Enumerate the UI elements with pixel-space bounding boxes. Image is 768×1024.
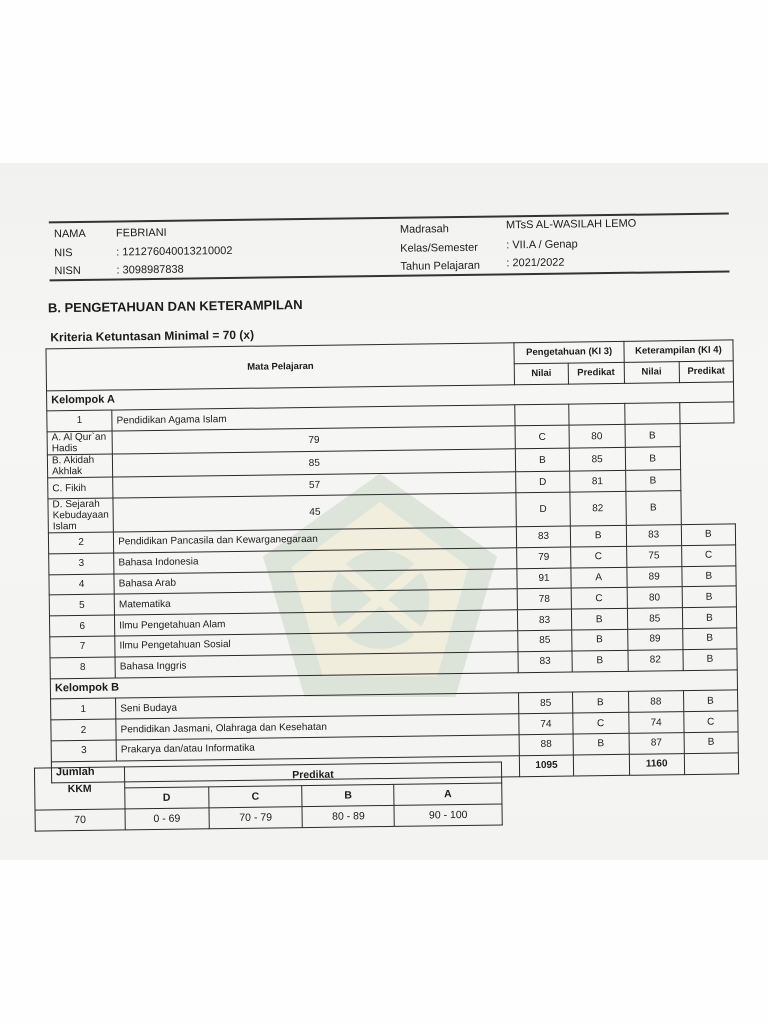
grade-d: D <box>125 787 209 809</box>
nama-value: FEBRIANI <box>115 226 167 240</box>
kkm-header: KKM <box>34 767 124 810</box>
subject-name: C. Fikih <box>48 477 113 499</box>
section-title: B. PENGETAHUAN DAN KETERAMPILAN <box>47 297 303 316</box>
pengetahuan-predikat: C <box>570 546 626 568</box>
row-number: 4 <box>49 574 114 596</box>
pengetahuan-predikat: D <box>516 471 569 492</box>
subject-name: Bahasa Indonesia <box>114 548 518 574</box>
keterampilan-predikat: B <box>682 586 737 608</box>
pengetahuan-nilai: 85 <box>519 692 572 713</box>
subject-name: D. Sejarah Kebudayaan Islam <box>48 498 114 533</box>
keterampilan-nilai: 85 <box>627 608 682 630</box>
pengetahuan-nilai: 74 <box>519 713 572 734</box>
pengetahuan-predikat: B <box>573 733 629 755</box>
keterampilan-predikat: B <box>683 649 738 671</box>
keterampilan-nilai: 83 <box>626 525 681 547</box>
pengetahuan-predikat: A <box>570 567 626 589</box>
keterampilan-predikat: B <box>626 491 681 526</box>
keterampilan-predikat: B <box>625 470 680 492</box>
kelas-label: Kelas/Semester <box>400 241 478 255</box>
range-b: 80 - 89 <box>302 805 394 827</box>
keterampilan-nilai: 89 <box>627 629 682 651</box>
pengetahuan-nilai: 88 <box>520 734 573 755</box>
row-number: 3 <box>51 740 116 762</box>
tahun-label: Tahun Pelajaran <box>400 259 481 273</box>
keterampilan-header: Keterampilan (KI 4) <box>624 340 734 362</box>
keterampilan-nilai: 82 <box>628 649 683 671</box>
pengetahuan-predikat: C <box>572 712 628 734</box>
kkm-predikat-header: Predikat <box>124 762 501 788</box>
pengetahuan-nilai: 91 <box>517 568 570 589</box>
agama-subject-rows <box>47 423 735 533</box>
nisn-label: NISN <box>54 264 81 278</box>
row-number: 8 <box>50 657 115 679</box>
keterampilan-nilai: 88 <box>628 691 683 713</box>
keterampilan-predikat: B <box>625 424 680 448</box>
keterampilan-predikat-header: Predikat <box>679 361 734 383</box>
range-d: 0 - 69 <box>125 808 209 830</box>
pengetahuan-header: Pengetahuan (KI 3) <box>514 341 624 363</box>
row-number: 1 <box>47 410 112 432</box>
pengetahuan-nilai: 45 <box>113 493 517 532</box>
keterampilan-predikat: C <box>681 545 736 567</box>
grade-b: B <box>302 784 394 806</box>
pengetahuan-predikat: C <box>515 425 568 449</box>
grade-a: A <box>394 783 502 805</box>
subject-name: A. Al Qur`an Hadis <box>47 431 112 455</box>
subject-name: Pendidikan Agama Islam <box>112 405 516 431</box>
nis-value: : 121276040013210002 <box>116 244 233 259</box>
keterampilan-nilai: 87 <box>629 733 684 755</box>
row-number: 2 <box>51 719 116 741</box>
kelas-value: : VII.A / Genap <box>506 238 578 252</box>
pengetahuan-nilai: 78 <box>518 588 571 609</box>
row-number: 2 <box>48 532 113 554</box>
subject-name: Prakarya dan/atau Informatika <box>116 735 520 761</box>
keterampilan-predikat: C <box>683 711 738 733</box>
pengetahuan-nilai: 79 <box>112 426 516 454</box>
subject-name: Matematika <box>114 589 518 615</box>
subject-name: Bahasa Arab <box>114 568 518 594</box>
pengetahuan-predikat: B <box>572 692 628 714</box>
keterampilan-nilai: 80 <box>569 425 625 449</box>
nis-label: NIS <box>54 247 73 260</box>
pengetahuan-predikat: B <box>571 629 627 651</box>
pengetahuan-predikat: B <box>516 448 569 472</box>
grade-c: C <box>208 786 302 808</box>
kkm-table <box>34 761 503 831</box>
row-number: 5 <box>49 594 114 616</box>
row-number: 3 <box>49 553 114 575</box>
keterampilan-predikat: B <box>682 628 737 650</box>
report-sheet <box>0 163 768 860</box>
pengetahuan-predikat: D <box>516 492 570 527</box>
keterampilan-nilai: 75 <box>626 545 681 567</box>
kkm-value: 70 <box>35 809 125 831</box>
group-b-label: Kelompok B <box>50 669 737 699</box>
keterampilan-nilai: 81 <box>569 471 625 493</box>
madrasah-value: MTsS AL-WASILAH LEMO <box>505 217 637 232</box>
subject-column-header: Mata Pelajaran <box>46 343 515 391</box>
grades-table <box>45 339 739 783</box>
group-b-rows <box>51 690 739 761</box>
subject-name: Pendidikan Pancasila dan Kewarganegaraan <box>114 527 518 553</box>
pengetahuan-nilai: 83 <box>517 526 570 547</box>
keterampilan-predikat: B <box>682 607 737 629</box>
keterampilan-nilai: 82 <box>569 491 626 526</box>
pengetahuan-nilai-header: Nilai <box>515 363 568 384</box>
pengetahuan-predikat: B <box>572 650 628 672</box>
keterampilan-predikat: B <box>684 732 739 754</box>
keterampilan-predikat: B <box>625 447 680 471</box>
subject-name: Ilmu Pengetahuan Sosial <box>115 631 519 657</box>
subject-name: Bahasa Inggris <box>115 652 519 678</box>
keterampilan-predikat: B <box>682 565 737 587</box>
madrasah-label: Madrasah <box>399 223 449 236</box>
group-a-label: Kelompok A <box>47 382 734 412</box>
pengetahuan-predikat: B <box>570 525 626 547</box>
keterampilan-nilai: 74 <box>629 712 684 734</box>
nama-label: NAMA <box>53 227 86 241</box>
kkm-criteria-title: Kriteria Ketuntasan Minimal = 70 (x) <box>50 327 255 345</box>
pengetahuan-nilai: 79 <box>517 547 570 568</box>
pengetahuan-nilai: 83 <box>518 609 571 630</box>
keterampilan-predikat: B <box>683 690 738 712</box>
jumlah-label: Jumlah <box>51 755 520 782</box>
pengetahuan-predikat: C <box>571 588 627 610</box>
range-c: 70 - 79 <box>209 807 303 829</box>
keterampilan-nilai: 80 <box>627 587 682 609</box>
subject-name: Ilmu Pengetahuan Alam <box>115 610 519 636</box>
jumlah-pengetahuan: 1095 <box>520 755 573 776</box>
pengetahuan-predikat-header: Predikat <box>568 362 624 384</box>
row-number: 7 <box>50 636 115 658</box>
jumlah-keterampilan: 1160 <box>629 753 684 775</box>
pengetahuan-predikat: B <box>571 609 627 631</box>
nisn-value: : 3098987838 <box>116 263 184 277</box>
report-content <box>0 163 768 860</box>
subject-name: Pendidikan Jasmani, Olahraga dan Kesehatan <box>116 714 520 740</box>
group-a-rows <box>48 524 737 679</box>
range-a: 90 - 100 <box>394 804 502 826</box>
tahun-value: : 2021/2022 <box>506 256 565 270</box>
pengetahuan-nilai: 83 <box>518 651 571 672</box>
row-number: 6 <box>49 615 114 637</box>
keterampilan-nilai-header: Nilai <box>624 361 679 383</box>
subject-name: Seni Budaya <box>116 693 520 719</box>
pengetahuan-nilai: 85 <box>518 630 571 651</box>
row-number: 1 <box>51 698 116 720</box>
pengetahuan-nilai: 85 <box>113 449 517 477</box>
keterampilan-nilai: 89 <box>627 566 682 588</box>
keterampilan-nilai: 85 <box>569 448 625 472</box>
subject-name: B. Akidah Akhlak <box>47 454 112 478</box>
pengetahuan-nilai: 57 <box>113 472 517 498</box>
keterampilan-predikat: B <box>681 524 736 546</box>
